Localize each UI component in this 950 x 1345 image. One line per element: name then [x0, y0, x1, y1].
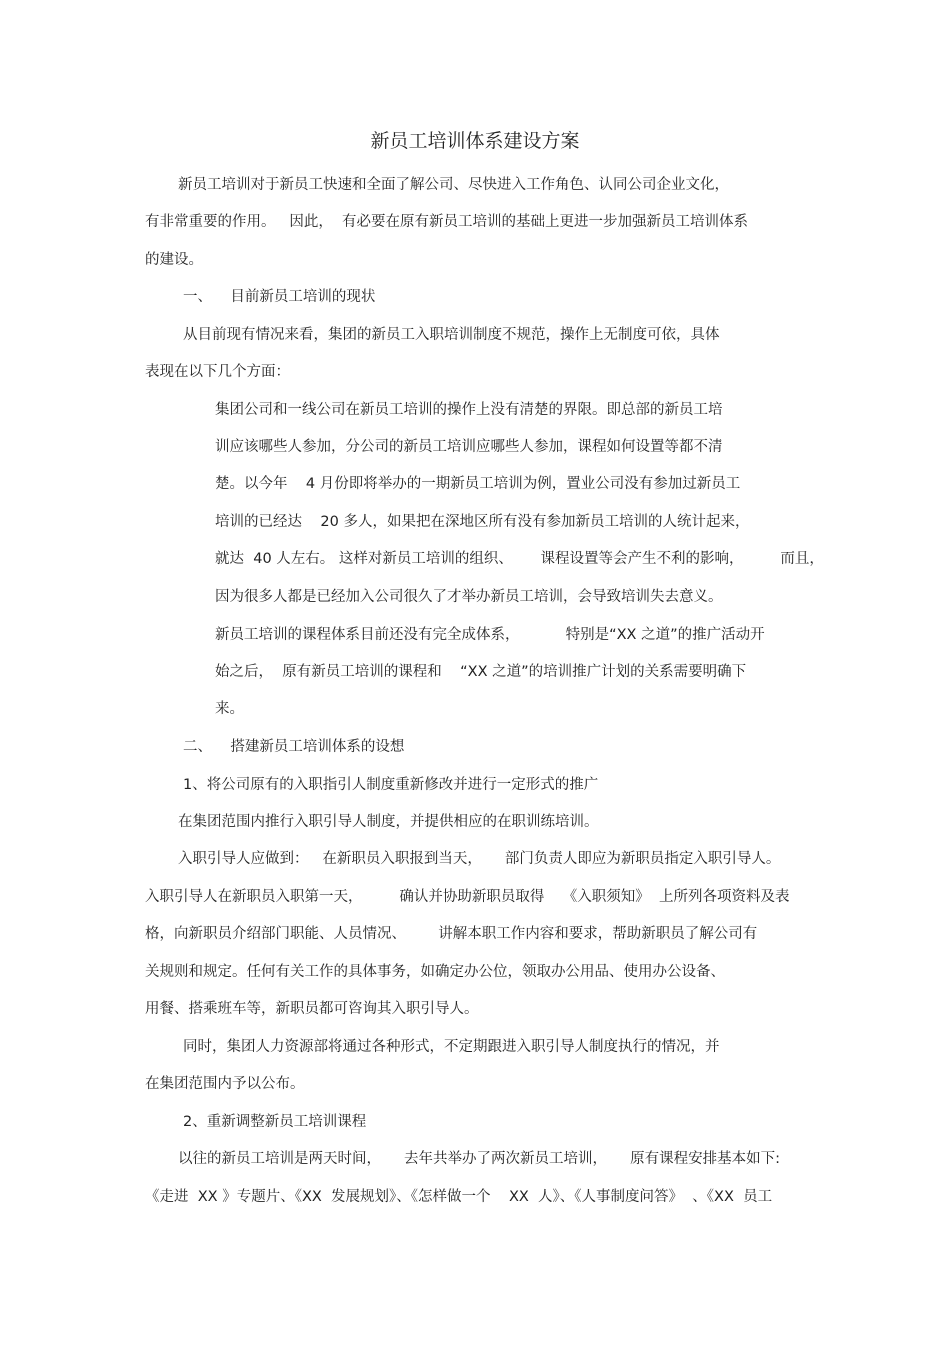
paragraph-line: 同时，集团人力资源部将通过各种形式，不定期跟进入职引导人制度执行的情况，并	[183, 1039, 720, 1055]
paragraph-line: 新员工培训对于新员工快速和全面了解公司、尽快进入工作角色、认同公司企业文化，	[178, 177, 729, 193]
subsection-heading: 1、将公司原有的入职指引人制度重新修改并进行一定形式的推广	[183, 777, 599, 793]
indented-line: 新员工培训的课程体系目前还没有完全成体系， 特别是“XX 之道”的推广活动开	[215, 627, 765, 643]
subsection-heading: 2、重新调整新员工培训课程	[183, 1114, 367, 1130]
paragraph-line: 格，向新职员介绍部门职能、人员情况、 讲解本职工作内容和要求，帮助新职员了解公司有	[145, 926, 758, 942]
section-heading: 二、 搭建新员工培训体系的设想	[183, 739, 405, 755]
paragraph-line: 《走进 XX 》专题片、《XX 发展规划》、《怎样做一个 XX 人》、《人事制度问答》 、《XX 员工	[145, 1189, 773, 1205]
indented-line: 培训的已经达 20 多人，如果把在深地区所有没有参加新员工培训的人统计起来，	[215, 514, 750, 530]
section-heading: 一、 目前新员工培训的现状	[183, 289, 376, 305]
indented-line: 来。	[215, 701, 244, 717]
paragraph-line: 在集团范围内予以公布。	[145, 1076, 305, 1092]
paragraph-line: 用餐、搭乘班车等，新职员都可咨询其入职引导人。	[145, 1001, 479, 1017]
paragraph-line: 表现在以下几个方面：	[145, 364, 290, 380]
paragraph-line: 关规则和规定。任何有关工作的具体事务，如确定办公位，领取办公用品、使用办公设备、	[145, 964, 725, 980]
paragraph-line: 在集团范围内推行入职引导人制度，并提供相应的在职训练培训。	[178, 814, 599, 830]
indented-line: 集团公司和一线公司在新员工培训的操作上没有清楚的界限。即总部的新员工培	[215, 402, 723, 418]
paragraph-line: 以往的新员工培训是两天时间， 去年共举办了两次新员工培训， 原有课程安排基本如下:	[178, 1151, 780, 1167]
indented-line: 因为很多人都是已经加入公司很久了才举办新员工培训，会导致培训失去意义。	[215, 589, 723, 605]
paragraph-line: 的建设。	[145, 252, 203, 268]
paragraph-line: 入职引导人应做到： 在新职员入职报到当天， 部门负责人即应为新职员指定入职引导人。	[178, 851, 781, 867]
indented-line: 就达 40 人左右。 这样对新员工培训的组织、 课程设置等会产生不利的影响， 而且，	[215, 551, 824, 567]
indented-line: 始之后， 原有新员工培训的课程和 “XX 之道”的培训推广计划的关系需要明确下	[215, 664, 747, 680]
indented-line: 训应该哪些人参加，分公司的新员工培训应哪些人参加，课程如何设置等都不清	[215, 439, 723, 455]
paragraph-line: 入职引导人在新职员入职第一天， 确认并协助新职员取得 《入职须知》 上所列各项资料及表	[145, 889, 790, 905]
paragraph-line: 有非常重要的作用。 因此， 有必要在原有新员工培训的基础上更进一步加强新员工培训体系	[145, 214, 749, 230]
paragraph-line: 从目前现有情况来看，集团的新员工入职培训制度不规范，操作上无制度可依，具体	[183, 327, 720, 343]
document-title: 新员工培训体系建设方案	[370, 130, 580, 152]
indented-line: 楚。以今年 4 月份即将举办的一期新员工培训为例，置业公司没有参加过新员工	[215, 476, 741, 492]
